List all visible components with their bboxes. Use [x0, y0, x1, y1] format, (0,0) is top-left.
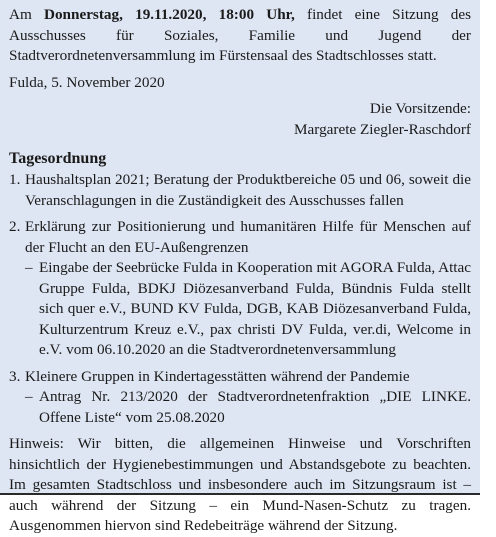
agenda-subitem — [25, 387, 471, 428]
place-date: Fulda, 5. November 2020 — [9, 73, 165, 91]
intro-paragraph — [9, 5, 471, 67]
agenda-subitem — [25, 258, 471, 361]
agenda-item-number: 1. — [9, 171, 21, 188]
agenda-item-2 — [9, 217, 471, 361]
agenda-subitem-text: Antrag Nr. 213/2020 der Stadtverordnetenfraktion „DIE LINKE. Offene Liste“ vom 25.08.2020 — [39, 388, 471, 426]
agenda-item-3 — [9, 367, 471, 429]
chair-role: Die Vorsitzende: — [369, 100, 471, 117]
dash-marker: – — [25, 259, 33, 276]
dash-marker: – — [25, 388, 33, 405]
chair-name: Margarete Ziegler-Raschdorf — [294, 120, 471, 138]
agenda-heading: Tagesordnung — [9, 150, 107, 167]
intro-rest: findet eine Sitzung des Ausschusses für Soziales, Familie und Jugend der Stadtverordnetenversammlung im Fürstensaal des Stadtschlosses statt. — [9, 6, 472, 64]
agenda-item-text: Kleinere Gruppen in Kindertagesstätten während der Pandemie — [25, 367, 410, 385]
agenda-item-text: Erklärung zur Positionierung und humanitären Hilfe für Menschen auf der Flucht an den EU-Außengrenzen — [25, 218, 471, 256]
agenda-item-text: Haushaltsplan 2021; Beratung der Produktbereiche 05 und 06, soweit die Veranschlagungen in die Zuständigkeit des Ausschusses fallen — [25, 171, 471, 209]
agenda-list — [9, 170, 471, 428]
agenda-item-number: 3. — [9, 367, 21, 385]
agenda-item-number: 2. — [9, 218, 21, 235]
hygiene-hint: Hinweis: Wir bitten, die allgemeinen Hinweise und Vorschriften hinsichtlich der Hygienebestimmungen und Abstandsgebote zu beachten. Im gesamten Stadtschloss und insbesondere auch im Sitzungsraum ist – auch während der Sitzung – ein Mund-Nasen-Schutz zu tragen. Ausgenommen hiervon sind Redebeiträge während der Sitzung. — [9, 435, 471, 534]
bottom-rule — [0, 493, 480, 495]
intro-lead: Am — [9, 6, 44, 23]
agenda-item-1 — [9, 170, 471, 211]
agenda-subitem-text: Eingabe der Seebrücke Fulda in Kooperation mit AGORA Fulda, Attac Gruppe Fulda, BDKJ Diözesanverband Fulda, Bündnis Fulda stellt sich quer e.V., BUND KV Fulda, DGB, KAB Diözesanverband Fulda, Kulturzentrum Kreuz e.V., pax christi DV Fulda, ver.di, Welcome in e.V. vom 06.10.2020 an die Stadtverordnetenversammlung — [39, 259, 471, 358]
meeting-date: Donnerstag, 19.11.2020, 18:00 Uhr, — [44, 6, 295, 23]
